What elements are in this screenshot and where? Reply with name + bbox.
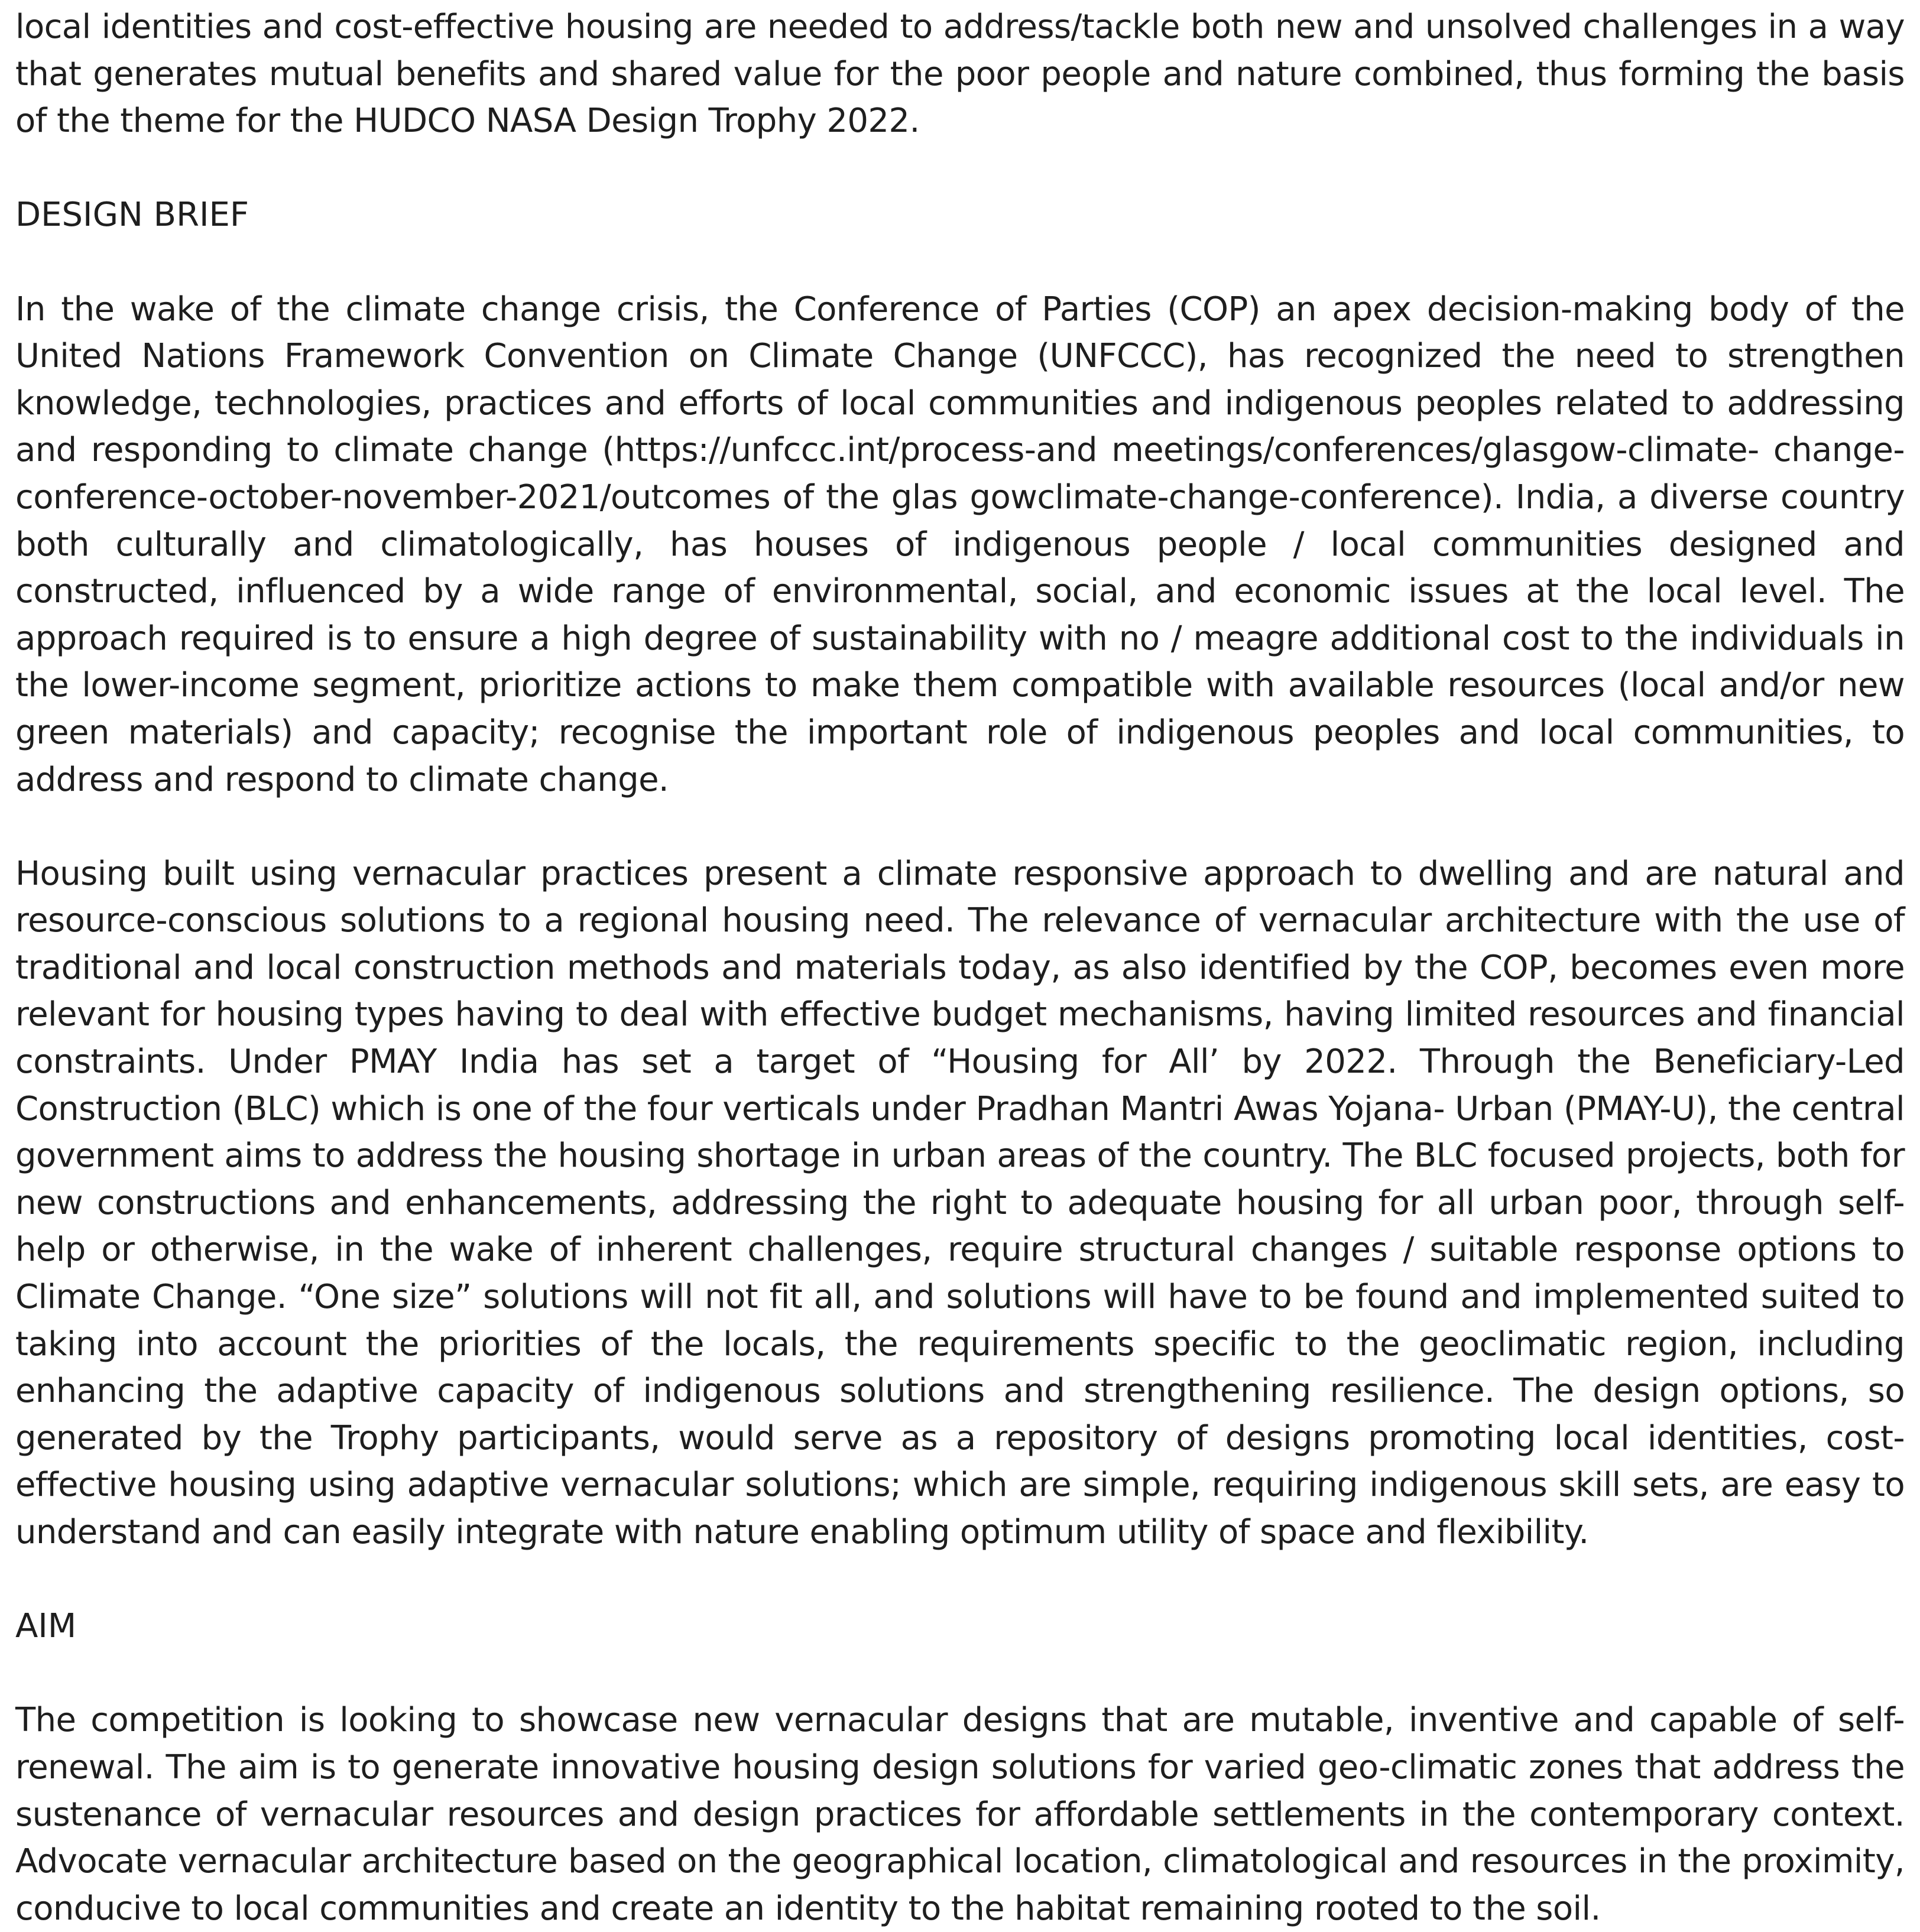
aim-paragraph-1: The competition is looking to showcase new vernacular designs that are mutable, inventive and capable of self-renewal. The aim is to generate innovative housing design solutions for varied geo-climatic zones that address the sustenance of vernacular resources and design practices for affordable settlements in the contemporary context. Advocate vernacular architecture based on the geographical location, climatological and resources in the proximity, conducive to local communities and create an identity to the habitat remaining rooted to the soil. (15, 1701, 1905, 1928)
intro-paragraph: local identities and cost-effective housing are needed to address/tackle both new and unsolved challenges in a way that generates mutual benefits and shared value for the poor people and nature combined, thus forming the basis of the theme for the HUDCO NASA Design Trophy 2022. (15, 8, 1905, 141)
spacer (15, 239, 1905, 286)
spacer (15, 1650, 1905, 1697)
aim-heading: AIM (15, 1607, 77, 1646)
spacer (15, 145, 1905, 192)
design-brief-heading: DESIGN BRIEF (15, 196, 249, 235)
spacer (15, 1556, 1905, 1603)
spacer (15, 803, 1905, 850)
design-brief-paragraph-1: In the wake of the climate change crisis, the Conference of Parties (COP) an apex decision-making body of the United Nations Framework Convention on Climate Change (UNFCCC), has recognized the need to strengthen knowledge, technologies, practices and efforts of local communities and indigenous peoples related to addressing and responding to climate change (https://unfccc.int/process-and meetings/conferences/glasgow-climate- change-conference-october-november-2021/outcomes of the glas gowclimate-change-conference). India, a diverse country both culturally and climatologically, has houses of indigenous people / local communities designed and constructed, influenced by a wide range of environmental, social, and economic issues at the local level. The approach required is to ensure a high degree of sustainability with no / meagre additional cost to the individuals in the lower-income segment, prioritize actions to make them compatible with available resources (local and/or new green materials) and capacity; recognise the important role of indigenous peoples and local communities, to address and respond to climate change. (15, 290, 1905, 799)
design-brief-paragraph-2: Housing built using vernacular practices present a climate responsive approach to dwelling and are natural and resource-conscious solutions to a regional housing need. The relevance of vernacular architecture with the use of traditional and local construction methods and materials today, as also identified by the COP, becomes even more relevant for housing types having to deal with effective budget mechanisms, having limited resources and financial constraints. Under PMAY India has set a target of “Housing for All’ by 2022. Through the Beneficiary-Led Construction (BLC) which is one of the four verticals under Pradhan Mantri Awas Yojana- Urban (PMAY-U), the central government aims to address the housing shortage in urban areas of the country. The BLC focused projects, both for new constructions and enhancements, addressing the right to adequate housing for all urban poor, through self-help or otherwise, in the wake of inherent challenges, require structural changes / suitable response options to Climate Change. “One size” solutions will not fit all, and solutions will have to be found and implemented suited to taking into account the priorities of the locals, the requirements specific to the geoclimatic region, including enhancing the adaptive capacity of indigenous solutions and strengthening resilience. The design options, so generated by the Trophy participants, would serve as a repository of designs promoting local identities, cost-effective housing using adaptive vernacular solutions; which are simple, requiring indigenous skill sets, are easy to understand and can easily integrate with nature enabling optimum utility of space and flexibility. (15, 854, 1905, 1551)
document-page (15, 4, 1905, 1932)
